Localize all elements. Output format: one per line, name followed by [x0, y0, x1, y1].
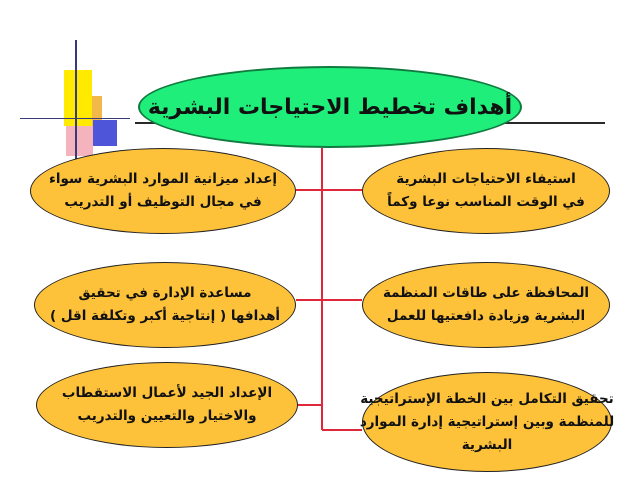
goal-oval-left-2 [34, 262, 296, 348]
goal-text-line: في الوقت المناسب نوعا وكماً [387, 194, 585, 210]
goal-oval-right-2 [362, 262, 610, 348]
title-oval [138, 66, 522, 148]
goal-text-line: البشرية [461, 436, 513, 453]
goal-text-line: المحافظة على طاقات المنظمة [382, 285, 590, 301]
goal-text-line: للمنظمة وبين إستراتيجية إدارة الموارد [359, 413, 615, 430]
goal-oval-right-1 [362, 148, 610, 234]
goal-text-line: الإعداد الجيد لأعمال الاستقطاب [61, 385, 273, 401]
goal-text-line: تحقيق التكامل بين الخطة الإستراتيجية [360, 390, 614, 407]
goal-text-line: مساعدة الإدارة في تحقيق [78, 285, 252, 301]
goal-oval-right-3 [359, 372, 615, 472]
goal-text-line: أهدافها ( إنتاجية أكبر وتكلفة اقل ) [49, 308, 281, 324]
goal-oval-left-1 [30, 148, 296, 234]
diagram-title: أهداف تخطيط الاحتياجات البشرية [147, 94, 513, 120]
goal-oval-left-3 [36, 362, 298, 448]
goal-text-line: إعداد ميزانية الموارد البشرية سواء [48, 171, 278, 187]
goal-text-line: والاختيار والتعيين والتدريب [77, 408, 257, 424]
goal-text-line: البشرية وزيادة دافعتيها للعمل [386, 308, 586, 324]
goal-text-line: في مجال التوظيف أو التدريب [64, 194, 262, 210]
goal-text-line: استيفاء الاحتياجات البشرية [396, 171, 576, 187]
